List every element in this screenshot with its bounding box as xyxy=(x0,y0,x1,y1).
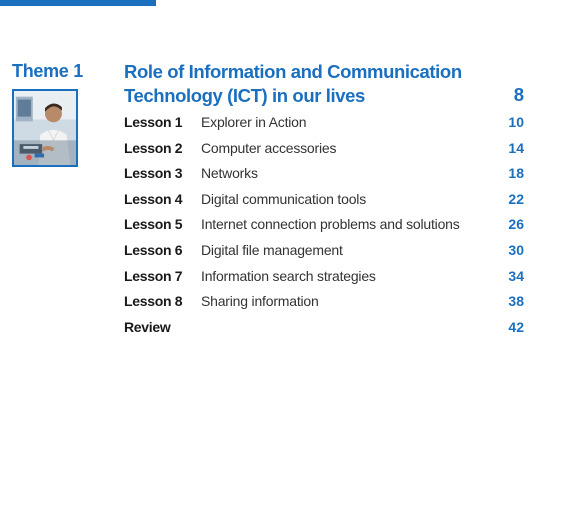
lesson-number: Lesson 4 xyxy=(124,190,183,207)
toc-row-lesson-7[interactable] xyxy=(124,264,524,290)
toc-row-lesson-4[interactable] xyxy=(124,187,524,213)
lesson-title: Digital file management xyxy=(201,241,343,258)
theme-title-line-2: Technology (ICT) in our lives xyxy=(124,85,365,106)
lesson-title: Explorer in Action xyxy=(201,114,307,130)
lesson-page-number: 30 xyxy=(508,241,524,258)
lesson-page-number: 34 xyxy=(508,267,524,284)
lesson-number: Lesson 2 xyxy=(124,139,183,156)
lesson-title: Computer accessories xyxy=(201,139,337,156)
toc-row-review[interactable] xyxy=(124,315,524,341)
toc-row-lesson-6[interactable] xyxy=(124,238,524,264)
theme-title xyxy=(124,60,534,108)
lesson-page-number: 38 xyxy=(508,293,524,310)
lesson-number: Lesson 6 xyxy=(124,241,183,258)
lesson-title: Sharing information xyxy=(201,293,319,310)
review-page-number: 42 xyxy=(508,318,524,335)
lesson-page-number: 26 xyxy=(508,216,524,233)
lesson-title: Internet connection problems and solutions xyxy=(201,216,460,233)
toc-row-lesson-2[interactable] xyxy=(124,136,524,162)
lesson-number: Lesson 3 xyxy=(124,165,183,182)
lesson-page-number: 22 xyxy=(508,190,524,207)
lesson-title: Information search strategies xyxy=(201,267,376,284)
toc-row-lesson-5[interactable] xyxy=(124,212,524,238)
toc-row-lesson-8[interactable] xyxy=(124,289,524,315)
lesson-title: Networks xyxy=(201,165,258,182)
lesson-page-number: 14 xyxy=(508,139,524,156)
toc-row-lesson-3[interactable] xyxy=(124,161,524,187)
theme-label: Theme 1 xyxy=(12,61,83,81)
lesson-number: Lesson 1 xyxy=(124,114,183,130)
toc-row-lesson-1[interactable] xyxy=(124,110,524,136)
top-accent-bar xyxy=(0,0,156,6)
lesson-title: Digital communication tools xyxy=(201,190,367,207)
lesson-number: Lesson 5 xyxy=(124,216,183,233)
person-at-computer-photo-icon xyxy=(14,91,76,165)
theme-photo xyxy=(12,89,78,167)
lesson-page-number: 18 xyxy=(508,165,524,182)
lesson-page-number: 10 xyxy=(508,114,524,130)
lesson-number: Lesson 8 xyxy=(124,293,183,310)
lesson-number: Lesson 7 xyxy=(124,267,183,284)
theme-title-line-1: Role of Information and Communication xyxy=(124,61,462,82)
lesson-list xyxy=(124,110,524,340)
theme-page-number: 8 xyxy=(513,84,524,105)
review-label: Review xyxy=(124,318,171,335)
